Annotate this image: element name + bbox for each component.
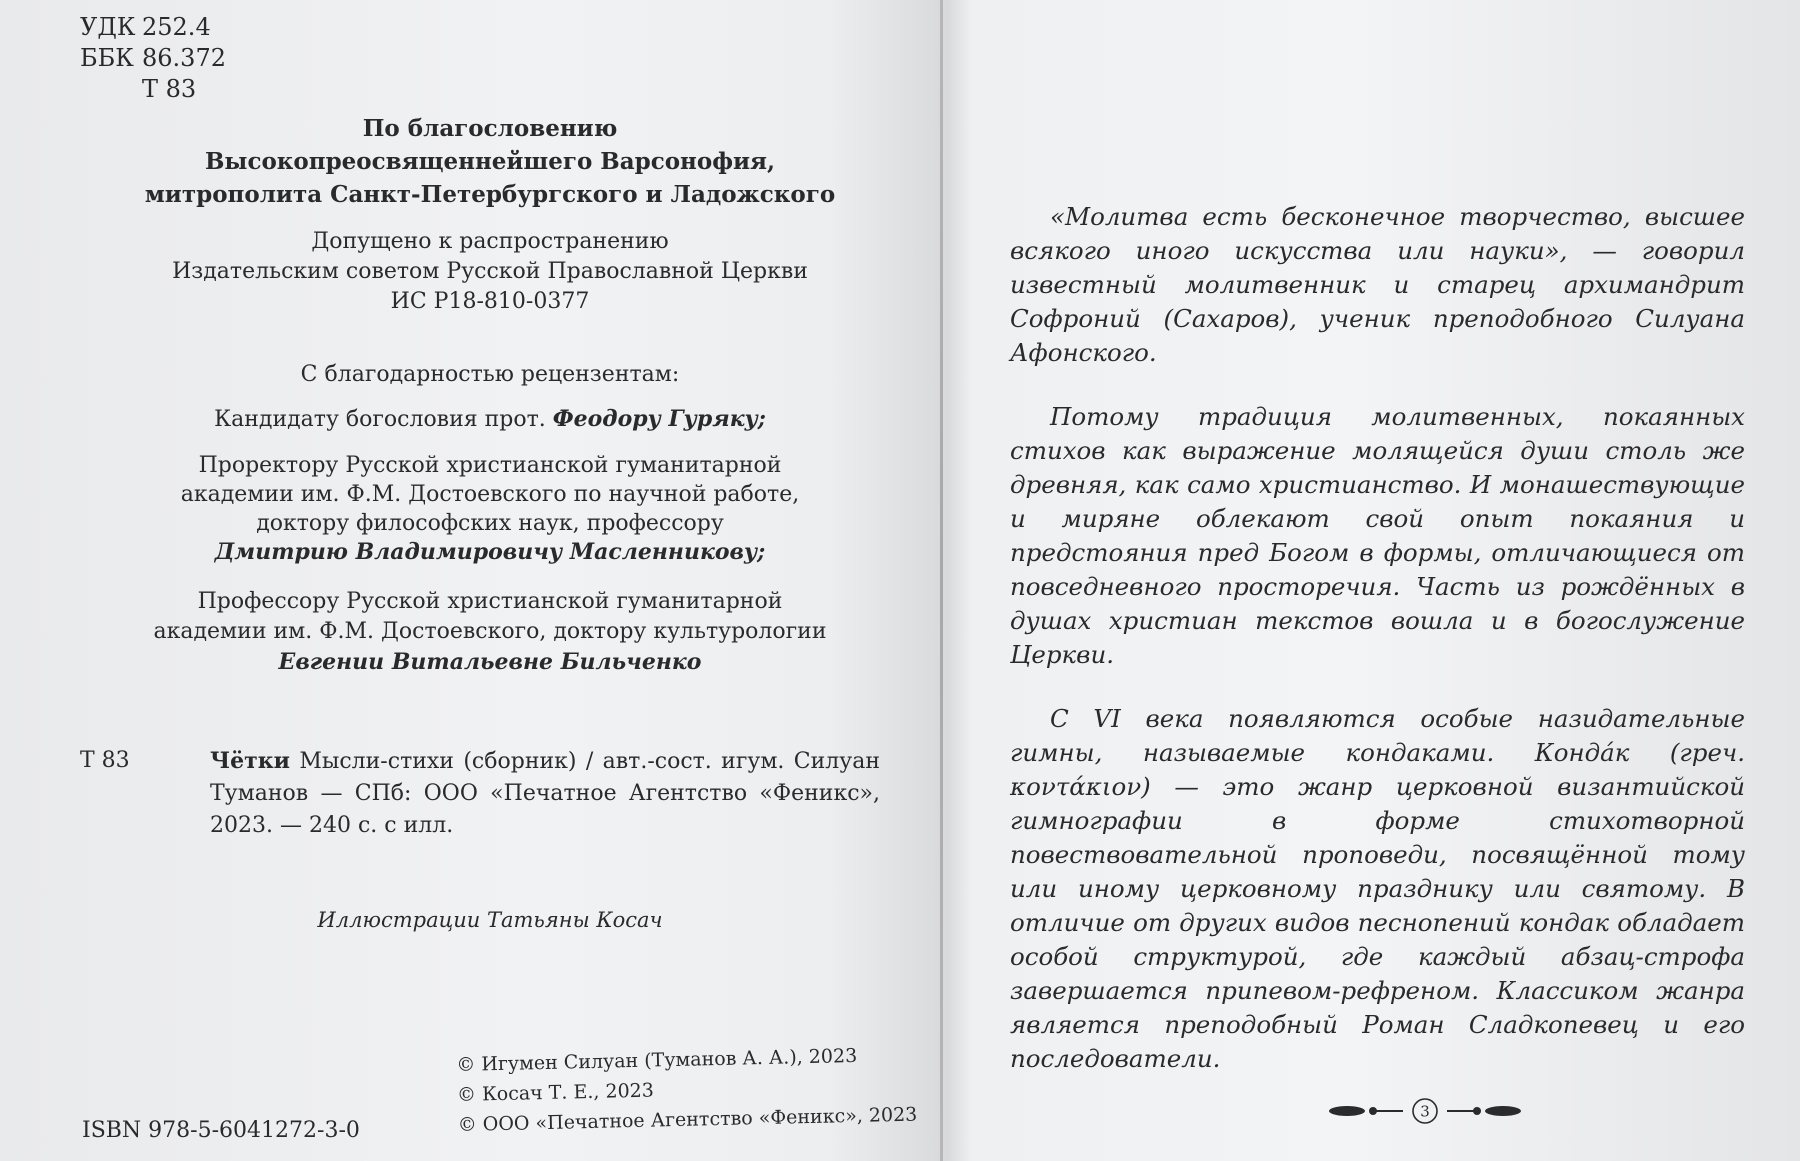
ornament-left-leaf-icon (1329, 1106, 1365, 1116)
reviewer-2-line: Проректору Русской христианской гуманитарной (198, 453, 782, 478)
reviewer-3 (140, 587, 840, 677)
admitted-line: Допущено к распространению (311, 229, 669, 254)
ornament-right-dot-icon (1473, 1107, 1481, 1115)
code-key: УДК (80, 13, 136, 41)
reviewer-1-name: Феодору Гуряку; (552, 406, 766, 432)
author-mark-row (80, 74, 226, 105)
blessing-line: Высокопреосвященнейшего Варсонофия, (204, 148, 776, 175)
admitted-line: Издательским советом Русской Православной Церкви (172, 259, 808, 284)
copyright-line: © Косач Т. Е., 2023 (456, 1079, 655, 1106)
ornament-right-leaf-icon (1485, 1106, 1521, 1116)
blessing-block (140, 112, 840, 211)
code-key: ББК (80, 44, 134, 72)
page-number: 3 (1420, 1102, 1430, 1121)
copyright-block (456, 1040, 918, 1140)
isbn: ISBN 978-5-6041272-3-0 (82, 1118, 360, 1143)
reviewer-2-line: доктору философских наук, профессору (256, 511, 724, 536)
blessing-line: По благословению (362, 115, 618, 142)
udk-row (80, 12, 226, 43)
reviewer-3-line: Профессору Русской христианской гуманитарной (197, 589, 783, 614)
code-value: 252.4 (142, 13, 211, 41)
copyright-line: © ООО «Печатное Агентство «Феникс», 2023 (457, 1103, 918, 1136)
illustrations-credit: Иллюстрации Татьяны Косач (317, 908, 663, 932)
book-gutter (940, 0, 943, 1161)
paragraph: «Молитва есть бесконечное творчество, высшее всякого иного искусства или науки», — говорил известный молитвенник и старец архимандрит Софроний (Сахаров), ученик преподобного Силуана Афонского. (1010, 202, 1745, 367)
code-value: 86.372 (142, 44, 226, 72)
bibliographic-record (80, 745, 880, 842)
paragraph: Потому традиция молитвенных, покаянных стихов как выражение молящейся души столь же древняя, как само христианство. И монашествующие и миряне облекают свой опыт покаяния и предстояния пред Богом в формы, отличающиеся от повседневного просторечия. Часть из рождённых в душах христиан текстов вошла и в богослужение Церкви. (1010, 402, 1745, 669)
reviewer-1 (140, 404, 840, 435)
biblio-details: Мысли-стихи (сборник) / авт.-сост. игум. Силуан Туманов — СПб: ООО «Печатное Агентство «Феникс», 2023. — 240 с. с илл. (210, 749, 880, 838)
thanks-heading: С благодарностью рецензентам: (300, 362, 680, 387)
reviewer-3-name: Евгении Витальевне Бильченко (278, 649, 702, 675)
book-title: Чётки (210, 748, 290, 774)
admitted-block (140, 227, 840, 317)
page-number-ornament (1325, 1096, 1525, 1126)
copyright-line: © Игумен Силуан (Туманов А. А.), 2023 (456, 1044, 858, 1076)
reviewer-2-name: Дмитрию Владимировичу Масленникову; (214, 539, 766, 565)
admitted-line: ИС Р18-810-0377 (390, 289, 590, 314)
classification-codes (80, 12, 226, 105)
blessing-line: митрополита Санкт-Петербургского и Ладожского (144, 181, 836, 208)
paragraph: С VI века появляются особые назидательные гимны, называемые кондаками. Конда́к (греч. κοντάκιον) — это жанр церковной византийской гимнографии в форме стихотворной повествовательной проповеди, посвящённой тому или иному церковному празднику или святому. В отличие от других видов песнопений кондак обладает особой структурой, где каждый абзац-строфа завершается припевом-рефреном. Классиком жанра является преподобный Роман Сладкопевец и его последователи. (1010, 704, 1745, 1073)
foreword-text (1010, 200, 1745, 1106)
reviewer-1-prefix: Кандидату богословия прот. (214, 407, 546, 432)
reviewer-2-line: академии им. Ф.М. Достоевского по научной работе, (180, 482, 800, 507)
biblio-code: Т 83 (80, 748, 130, 773)
biblio-text (210, 745, 880, 842)
bbk-row (80, 43, 226, 74)
right-page (945, 0, 1800, 1161)
code-value: Т 83 (142, 75, 197, 103)
reviewer-2 (140, 451, 840, 567)
reviewer-3-line: академии им. Ф.М. Достоевского, доктору культурологии (153, 619, 827, 644)
